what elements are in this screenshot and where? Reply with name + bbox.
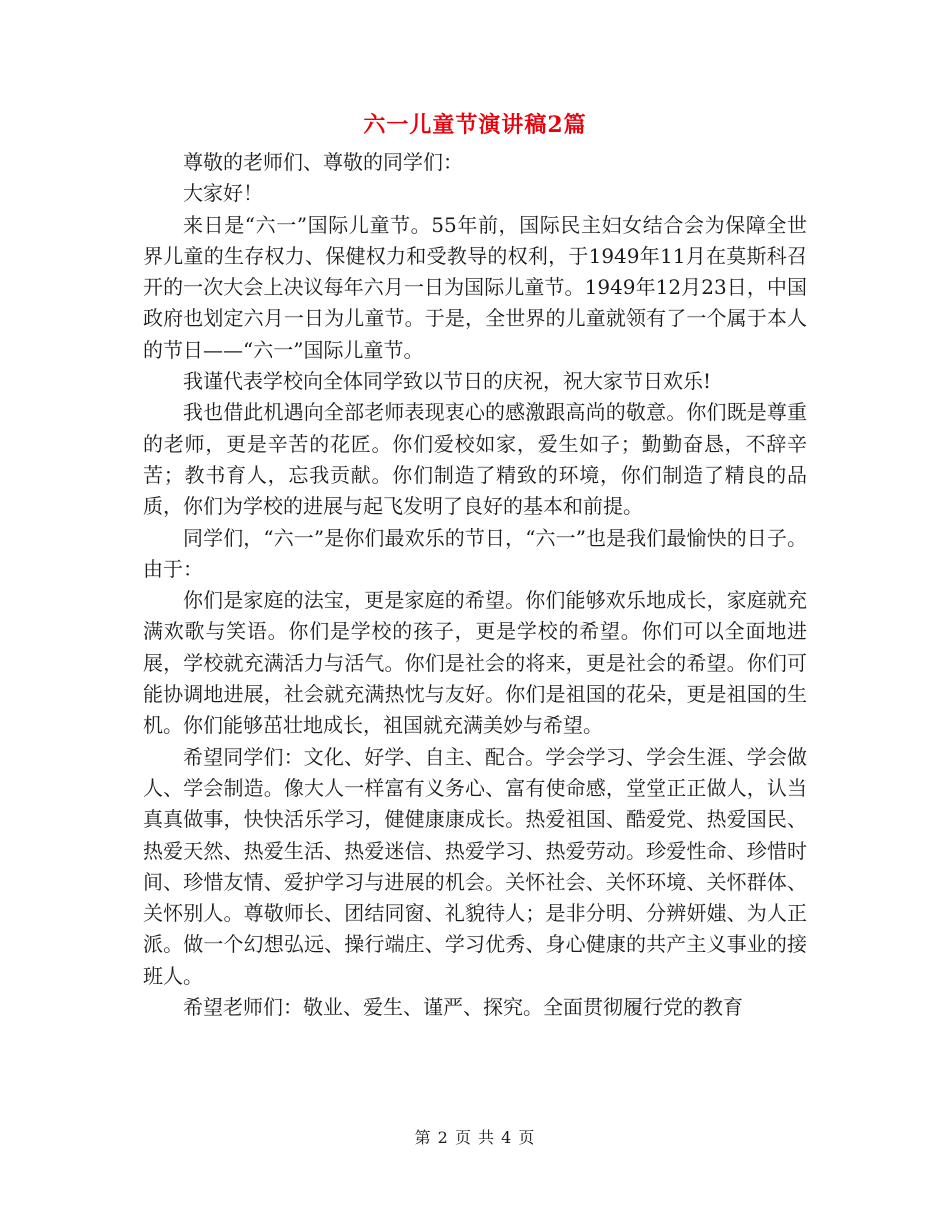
paragraph-congratulation: 我谨代表学校向全体同学致以节日的庆祝，祝大家节日欢乐!	[183, 369, 712, 394]
paragraph-wishes-teachers: 希望老师们：敬业、爱生、谨严、探究。全面贯彻履行党的教育	[183, 995, 743, 1020]
page-number-footer: 第 2 页 共 4 页	[414, 1128, 536, 1147]
paragraph-students-intro: 同学们，“六一”是你们最欢乐的节日，“六一”也是我们最愉快的日子。由于：	[143, 525, 807, 581]
document-body	[143, 147, 807, 1023]
paragraph-hope: 你们是家庭的法宝，更是家庭的希望。你们能够欢乐地成长，家庭就充满欢歌与笑语。你们是学校的孩子，更是学校的希望。你们可以全面地进展，学校就充满活力与活气。你们是社会的将来，更是社会的希望。你们可能协调地进展，社会就充满热忱与友好。你们是祖国的花朵，更是祖国的生机。你们能够茁壮地成长，祖国就充满美妙与希望。	[143, 588, 807, 738]
paragraph-wishes-students: 希望同学们：文化、好学、自主、配合。学会学习、学会生涯、学会做人、学会制造。像大人一样富有义务心、富有使命感，堂堂正正做人，认当真真做事，快快活乐学习，健健康康成长。热爱祖国、酷爱党、热爱国民、热爱天然、热爱生活、热爱迷信、热爱学习、热爱劳动。珍爱性命、珍惜时间、珍惜友情、爱护学习与进展的机会。关怀社会、关怀环境、关怀群体、关怀别人。尊敬师长、团结同窗、礼貌待人；是非分明、分辨妍媸、为人正派。做一个幻想弘远、操行端庄、学习优秀、身心健康的共产主义事业的接班人。	[143, 744, 807, 988]
paragraph-thanks-teachers: 我也借此机遇向全部老师表现衷心的感激跟高尚的敬意。你们既是尊重的老师，更是辛苦的花匠。你们爱校如家，爱生如子；勤勤奋恳，不辞辛苦；教书育人，忘我贡献。你们制造了精致的环境，你们制造了精良的品质，你们为学校的进展与起飞发明了良好的基本和前提。	[143, 400, 807, 519]
paragraph-greeting: 大家好！	[183, 181, 263, 206]
paragraph-salutation: 尊敬的老师们、尊敬的同学们：	[183, 150, 463, 174]
document-title: 六一儿童节演讲稿2篇	[363, 112, 587, 138]
paragraph-history: 来日是“六一”国际儿童节。55年前，国际民主妇女结合会为保障全世界儿童的生存权力、保健权力和受教导的权利，于1949年11月在莫斯科召开的一次大会上决议每年六月一日为国际儿童节。1949年12月23日，中国政府也划定六月一日为儿童节。于是，全世界的儿童就领有了一个属于本人的节日——“六一”国际儿童节。	[143, 212, 807, 362]
